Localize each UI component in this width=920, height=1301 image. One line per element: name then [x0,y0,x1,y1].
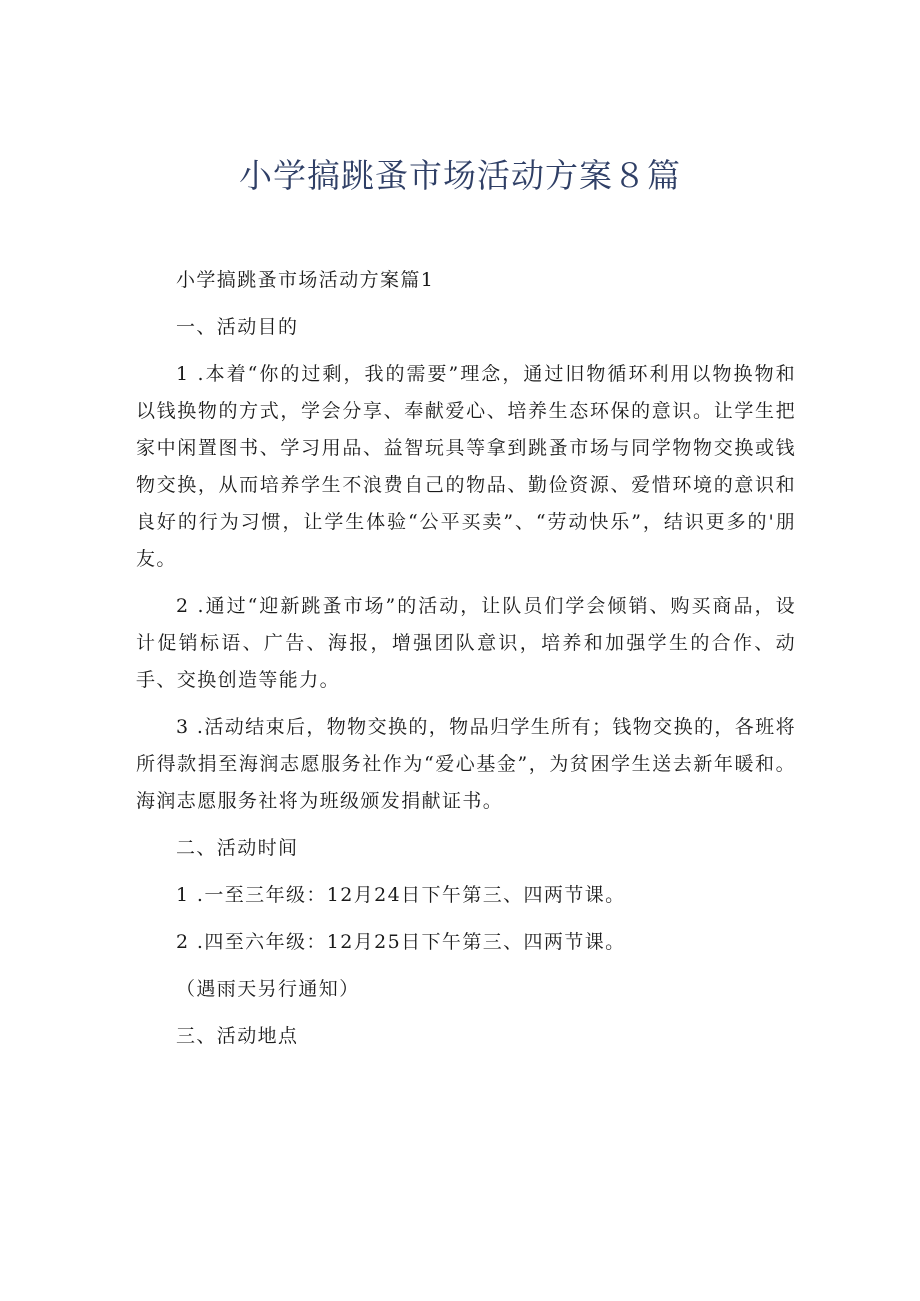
section-heading: 小学搞跳蚤市场活动方案篇1 [176,269,435,291]
document-body [136,262,796,1055]
section-heading: 一、活动目的 [176,316,299,338]
paragraph: 1 .一至三年级：12月24日下午第三、四两节课。 [176,884,626,906]
paragraph: 2 .四至六年级：12月25日下午第三、四两节课。 [176,931,626,953]
section-heading: 三、活动地点 [176,1025,299,1047]
paragraph: 1 .本着“你的过剩，我的需要”理念，通过旧物循环利用以物换物和以钱换物的方式，学会分享、奉献爱心、培养生态环保的意识。让学生把家中闲置图书、学习用品、益智玩具等拿到跳蚤市场与同学物物交换或钱物交换，从而培养学生不浪费自己的物品、勤俭资源、爱惜环境的意识和良好的行为习惯，让学生体验“公平买卖”、“劳动快乐”，结识更多的'朋友。 [136,363,796,570]
section-heading: 二、活动时间 [176,837,299,859]
document-title: 小学搞跳蚤市场活动方案８篇 [239,156,681,195]
paragraph: 3 .活动结束后，物物交换的，物品归学生所有；钱物交换的，各班将所得款捐至海润志愿服务社作为“爱心基金”，为贫困学生送去新年暖和。海润志愿服务社将为班级颁发捐献证书。 [136,716,796,812]
paragraph: （遇雨天另行通知） [176,978,360,1000]
paragraph: 2 .通过“迎新跳蚤市场”的活动，让队员们学会倾销、购买商品，设计促销标语、广告、海报，增强团队意识，培养和加强学生的合作、动手、交换创造等能力。 [136,595,796,691]
